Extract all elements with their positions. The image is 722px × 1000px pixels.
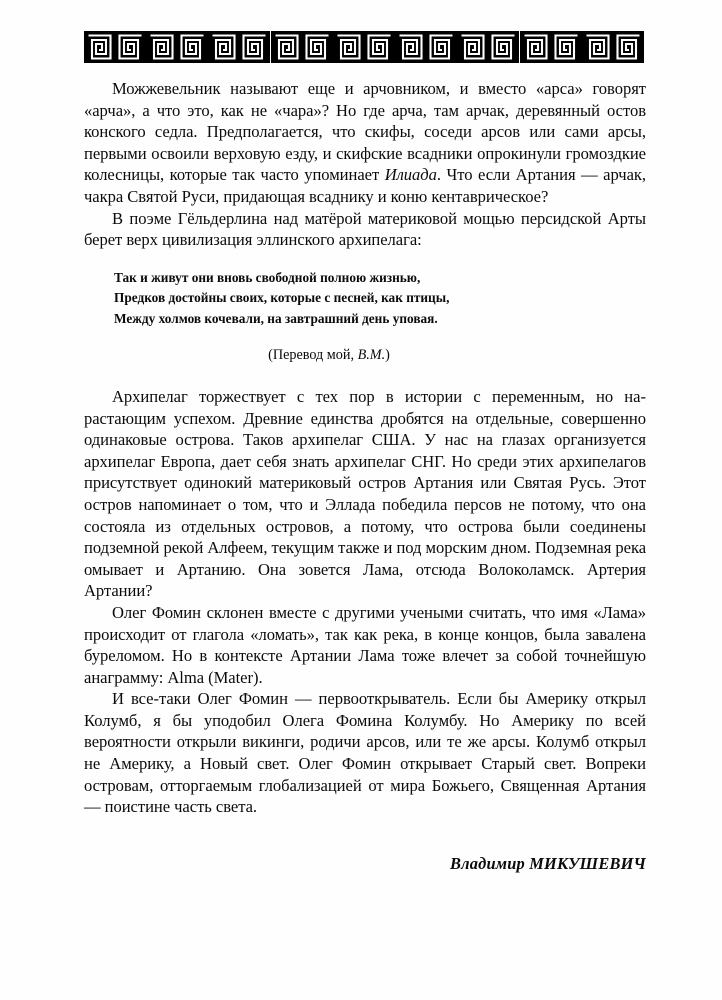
paragraph-2-text: В поэме Гёльдерлина над матёрой материковой мощью персидской Арты берет верх цивилизация эллинского архипелага: — [84, 208, 646, 250]
square-spiral-icon — [426, 31, 457, 63]
paragraph-4 — [84, 602, 646, 688]
square-spiral-icon — [520, 31, 551, 63]
poem-line-2: Предков достойны своих, которые с песней, как птицы, — [114, 290, 450, 306]
meander-pair — [84, 31, 146, 63]
meander-pair — [208, 31, 270, 63]
paragraph-3-text: Архипелаг торжествует с тех пор в истории с переменным, но нарастающим успехом. Древние единства дробятся на отдельные, совершенно одинаковые острова. Таков архипелаг США. У нас на глазах организуется архипелаг Европа, дает себя знать архипелаг СНГ. Но среди этих архипелагов присутствует одинокий материковый остров Артания или Святая Русь. Этот остров напоминает о том, что и Эллада победила персов не потому, что она состояла из отдельных островов, а потому, что острова были соединены подземной рекой Алфеем, текущим также и под морским дном. Подземная река омывает и Артанию. Она зовется Лама, отсюда Волоколамск. Артерия Артании? — [84, 386, 647, 601]
square-spiral-icon — [364, 31, 395, 63]
iliad-title-italic: Илиада — [384, 165, 437, 185]
translator-note-suffix: ) — [385, 346, 390, 363]
poem-line-1: Так и живут они вновь свободной полною жизнью, — [114, 269, 421, 285]
poem-block — [84, 268, 646, 329]
square-spiral-icon — [457, 31, 488, 63]
spacer — [84, 251, 646, 268]
square-spiral-icon — [239, 31, 270, 63]
paragraph-3 — [84, 386, 646, 602]
translator-initials: В.М. — [357, 346, 386, 363]
meander-pair — [146, 31, 208, 63]
square-spiral-icon — [115, 31, 146, 63]
paragraph-1-text-a: Можжевельник называют еще и арчовником, и вместо «арса» говорят «арча», а что это, как не «чара»? Но где арча, там арчак, деревянный остов конского седла. Предполагается, что скифы, соседи арсов или сами арсы, первыми освоили верховую езду, и скифские всадники опрокинули громоздкие колесницы, которые так часто упоминает — [84, 79, 646, 185]
square-spiral-icon — [84, 31, 115, 63]
paragraph-4-text: Олег Фомин склонен вместе с другими учеными считать, что имя «Лама» происходит от глагола «ломать», так как река, в конце концов, была завалена буреломом. Но в контексте Артании Лама тоже влечет за собой точнейшую анаграмму: Alma (Mater). — [84, 602, 646, 687]
paragraph-1 — [84, 78, 646, 208]
square-spiral-icon — [177, 31, 208, 63]
square-spiral-icon — [488, 31, 519, 63]
paragraph-5 — [84, 688, 646, 818]
spacer — [84, 818, 646, 854]
square-spiral-icon — [208, 31, 239, 63]
poem-line-3: Между холмов кочевали, на завтрашний день уповая. — [114, 310, 438, 326]
meander-pair — [582, 31, 644, 63]
paragraph-2 — [84, 208, 646, 251]
square-spiral-icon — [613, 31, 644, 63]
translator-note-prefix: (Перевод мой, — [268, 346, 358, 363]
square-spiral-icon — [551, 31, 582, 63]
author-signature: Владимир МИКУШЕВИЧ — [450, 853, 646, 873]
greek-key-meander-ornament — [84, 31, 644, 63]
spacer — [84, 365, 646, 386]
meander-pair — [520, 31, 582, 63]
square-spiral-icon — [582, 31, 613, 63]
paragraph-1-text-b: . Что если Артания — арчак, чакра Святой Руси, придающая всаднику и коню кентаврическое? — [84, 165, 647, 206]
meander-pair — [271, 31, 333, 63]
square-spiral-icon — [395, 31, 426, 63]
spacer — [84, 329, 646, 345]
translator-attribution — [84, 345, 646, 365]
square-spiral-icon — [271, 31, 302, 63]
meander-pair — [457, 31, 519, 63]
square-spiral-icon — [146, 31, 177, 63]
meander-pair — [333, 31, 395, 63]
paragraph-5-text: И все-таки Олег Фомин — первооткрыватель. Если бы Америку открыл Колумб, я бы уподобил Олега Фомина Колумбу. Но Америку по всей вероятности открыли викинги, родичи арсов, или те же арсы. Колумб открыл не Америку, а Новый свет. Олег Фомин открывает Старый свет. Вопреки островам, отторгаемым глобализацией от мира Божьего, Священная Артания — поистине часть света. — [84, 689, 646, 817]
article-body — [84, 78, 646, 874]
meander-pair — [395, 31, 457, 63]
square-spiral-icon — [302, 31, 333, 63]
square-spiral-icon — [333, 31, 364, 63]
